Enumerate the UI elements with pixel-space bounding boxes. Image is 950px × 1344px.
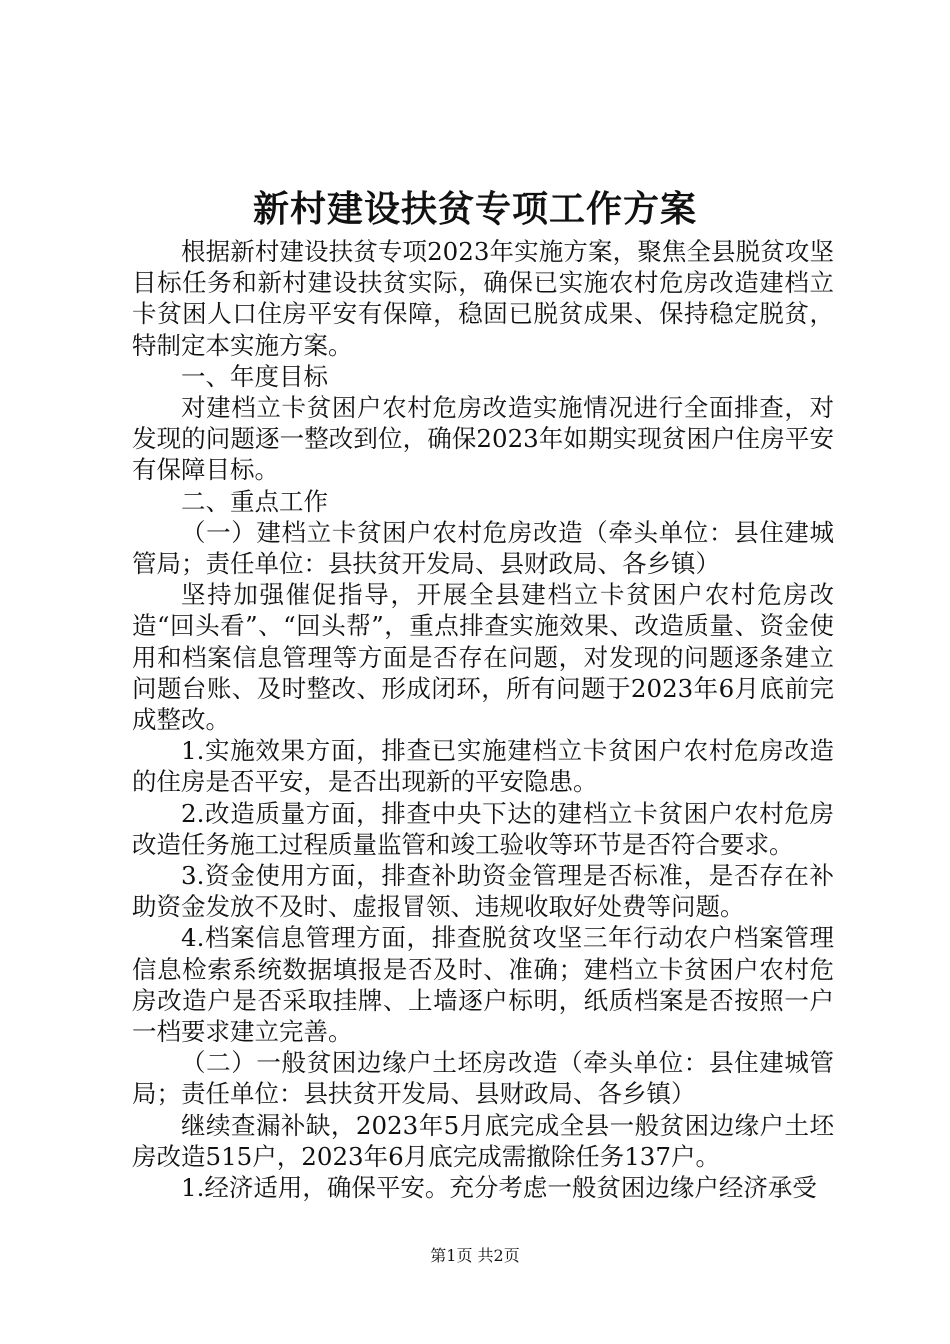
document-body (132, 236, 834, 1203)
subsection-heading-1: （一）建档立卡贫困户农村危房改造（牵头单位：县住建城管局；责任单位：县扶贫开发局、县财政局、各乡镇） (132, 517, 834, 579)
page-title: 新村建设扶贫专项工作方案 (252, 188, 697, 230)
annual-goal-paragraph: 对建档立卡贫困户农村危房改造实施情况进行全面排查，对发现的问题逐一整改到位，确保2023年如期实现贫困户住房平安有保障目标。 (132, 393, 834, 485)
section-heading-key-work: 二、重点工作 (181, 486, 328, 516)
list-item-1: 1.实施效果方面，排查已实施建档立卡贫困户农村危房改造的住房是否平安，是否出现新的平安隐患。 (132, 736, 834, 797)
list-item-4: 4.档案信息管理方面，排查脱贫攻坚三年行动农户档案管理信息检索系统数据填报是否及时、准确；建档立卡贫困户农村危房改造户是否采取挂牌、上墙逐户标明，纸质档案是否按照一户一档要求建立完善。 (132, 923, 834, 1047)
subsection-2-paragraph: 继续查漏补缺，2023年5月底完成全县一般贫困边缘户土坯房改造515户，2023年6月底完成需撤除任务137户。 (132, 1110, 834, 1171)
list-item-3: 3.资金使用方面，排查补助资金管理是否标准，是否存在补助资金发放不及时、虚报冒领、违规收取好处费等问题。 (132, 861, 834, 922)
intro-paragraph: 根据新村建设扶贫专项2023年实施方案，聚焦全县脱贫攻坚目标任务和新村建设扶贫实际，确保已实施农村危房改造建档立卡贫困人口住房平安有保障，稳固已脱贫成果、保持稳定脱贫，特制定本实施方案。 (132, 237, 834, 360)
list-item-2: 2.改造质量方面，排查中央下达的建档立卡贫困户农村危房改造任务施工过程质量监管和竣工验收等环节是否符合要求。 (132, 798, 834, 859)
subsection-heading-2: （二）一般贫困边缘户土坯房改造（牵头单位：县住建城管局；责任单位：县扶贫开发局、县财政局、各乡镇） (132, 1048, 834, 1109)
page-footer: 第1页 共2页 (430, 1246, 520, 1265)
section-heading-annual-goal: 一、年度目标 (181, 361, 328, 391)
key-work-paragraph: 坚持加强催促指导，开展全县建档立卡贫困户农村危房改造“回头看”、“回头帮”，重点排查实施效果、改造质量、资金使用和档案信息管理等方面是否存在问题，对发现的问题逐条建立问题台账、及时整改、形成闭环，所有问题于2023年6月底前完成整改。 (132, 580, 834, 735)
list-item-2-1: 1.经济适用，确保平安。充分考虑一般贫困边缘户经济承受 (181, 1173, 817, 1203)
